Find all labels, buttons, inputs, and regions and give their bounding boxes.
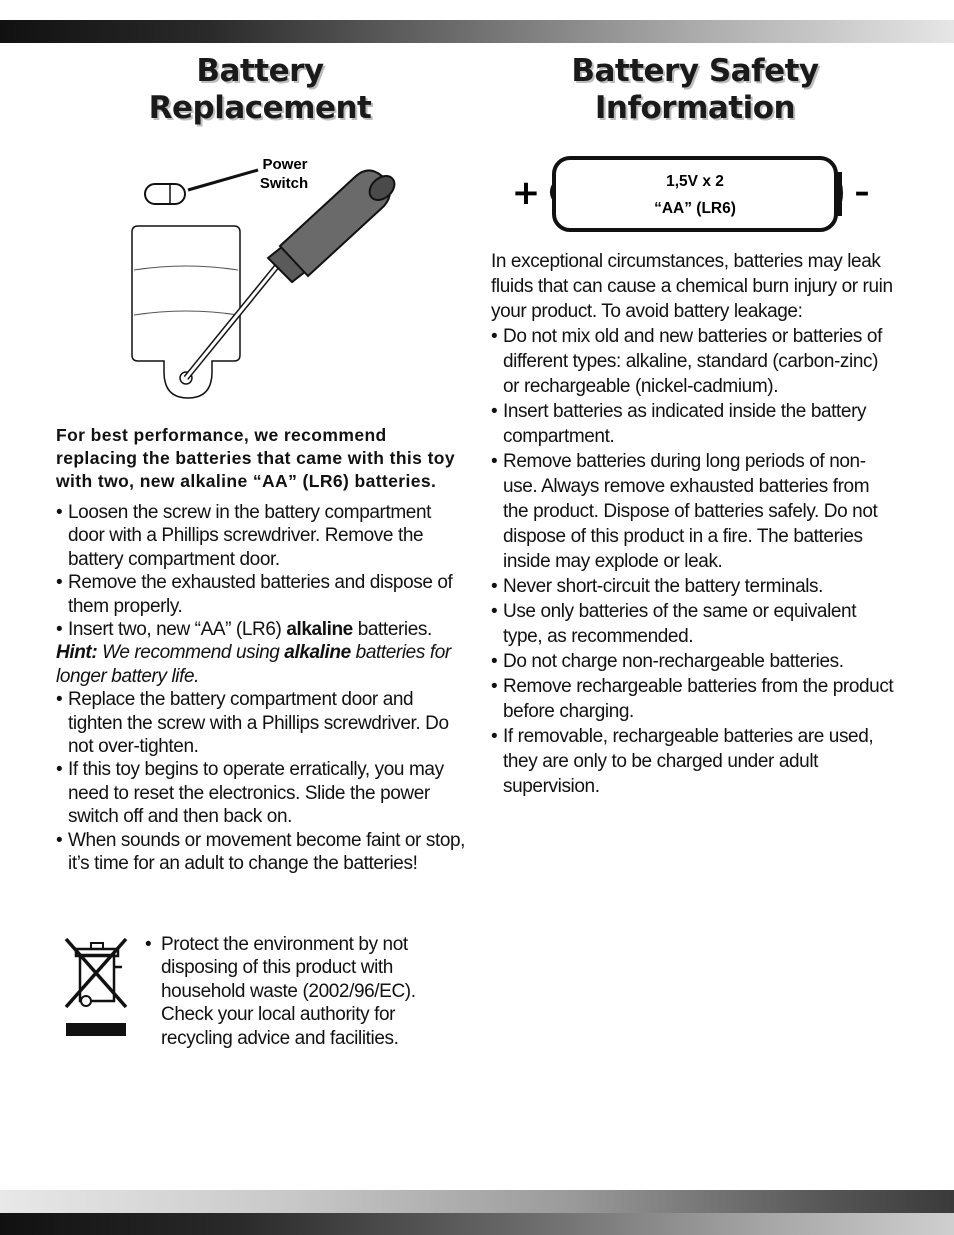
heading-line-2: Replacement [148, 90, 372, 126]
battery-minus-sign: – [854, 175, 870, 210]
list-item: • Loosen the screw in the battery compartment door with a Phillips screwdriver. Remove the battery compartment door. [56, 501, 466, 571]
hint-note [56, 641, 466, 688]
list-item [56, 618, 466, 641]
heading-line-2: Information [594, 90, 796, 126]
battery-voltage-label: 1,5V x 2 [666, 173, 724, 190]
battery-safety-text [491, 249, 896, 799]
insert-text-post: batteries. [352, 619, 432, 641]
power-switch-pointer [188, 170, 258, 190]
power-switch-icon [145, 184, 185, 204]
replacement-steps-list [56, 501, 466, 641]
heading-line-1: Battery Safety [571, 53, 819, 89]
list-item: • Never short-circuit the battery terminals. [491, 574, 896, 599]
top-decorative-bar [0, 20, 954, 43]
list-item: • Do not mix old and new batteries or batteries of different types: alkaline, standard (carbon-zinc) or rechargeable (nickel-cadmium). [491, 324, 896, 399]
list-item: • Insert batteries as indicated inside the battery compartment. [491, 399, 896, 449]
battery-replacement-heading [60, 53, 460, 127]
list-item: • Do not charge non-rechargeable batteries. [491, 649, 896, 674]
heading-line-1: Battery [196, 53, 324, 89]
hint-text-post: batteries for longer battery life. [56, 642, 451, 687]
power-label-line-1: Power [262, 156, 308, 173]
battery-compartment-illustration [130, 150, 410, 415]
hint-text-pre: We recommend using [97, 642, 285, 664]
replacement-steps-list-continued [56, 688, 466, 875]
battery-compartment-door-icon [132, 226, 240, 398]
list-item: • When sounds or movement become faint or stop, it’s time for an adult to change the batteries! [56, 829, 466, 876]
list-item: • Protect the environment by not disposing of this product with household waste (2002/96/EC). Check your local authority for recycling advice and facilities. [145, 933, 465, 1050]
crossed-out-wheelie-bin-icon [64, 937, 130, 1042]
list-item: • Remove the exhausted batteries and dispose of them properly. [56, 571, 466, 618]
safety-list [491, 324, 896, 799]
battery-illustration [512, 152, 872, 242]
hint-text-bold: alkaline [284, 642, 351, 664]
aa-battery-icon [552, 158, 842, 230]
performance-recommendation: For best performance, we recommend replacing the batteries that came with this toy with two, new alkaline “AA” (LR6) batteries. [56, 425, 456, 491]
power-label-line-2: Switch [259, 175, 309, 192]
environment-list [145, 933, 465, 1050]
list-item: • Replace the battery compartment door and tighten the screw with a Phillips screwdriver. Do not over-tighten. [56, 688, 466, 758]
bottom-decorative-bar-light [0, 1190, 954, 1213]
bottom-decorative-bar [0, 1213, 954, 1235]
battery-replacement-instructions [56, 424, 466, 876]
list-item: • Use only batteries of the same or equivalent type, as recommended. [491, 599, 896, 649]
list-item: • Remove rechargeable batteries from the product before charging. [491, 674, 896, 724]
battery-safety-heading [495, 53, 895, 127]
battery-plus-sign: + [512, 173, 541, 213]
leakage-warning: In exceptional circumstances, batteries may leak fluids that can cause a chemical burn injury or ruin your product. To avoid battery leakage: [491, 251, 893, 322]
insert-text-bold: alkaline [286, 619, 353, 641]
list-item: • If this toy begins to operate erratically, you may need to reset the electronics. Slide the power switch off and then back on. [56, 758, 466, 828]
list-item: • If removable, rechargeable batteries are used, they are only to be charged under adult supervision. [491, 724, 896, 799]
hint-label: Hint: [56, 642, 98, 664]
list-item: • Remove batteries during long periods of non-use. Always remove exhausted batteries from the product. Dispose of batteries safely. Do not dispose of this product in a fire. The batteries inside may explode or leak. [491, 449, 896, 574]
battery-size-label: “AA” (LR6) [654, 200, 736, 217]
insert-text-pre: Insert two, new “AA” (LR6) [68, 619, 287, 641]
